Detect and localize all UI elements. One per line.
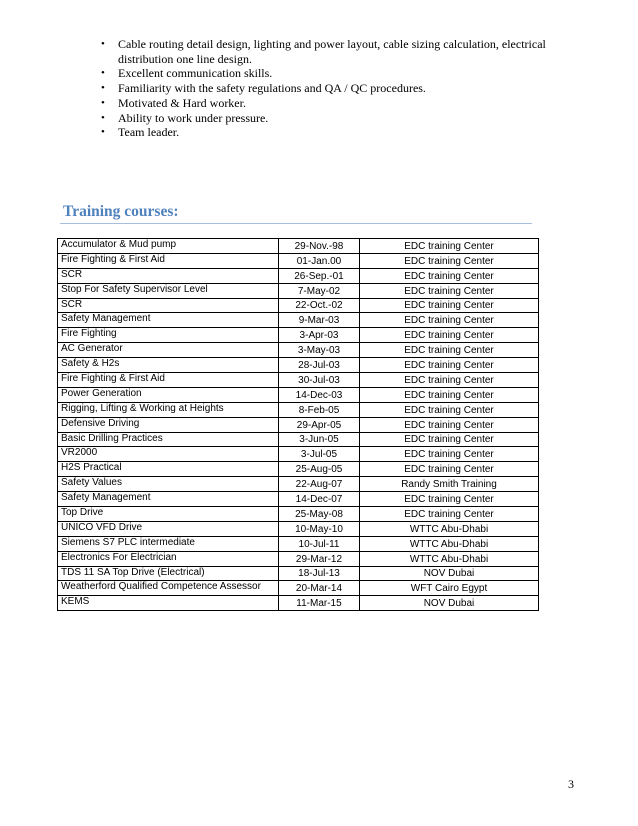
course-cell: Rigging, Lifting & Working at Heights: [58, 402, 279, 417]
center-cell: EDC training Center: [360, 253, 539, 268]
table-row: [58, 239, 539, 254]
center-cell: WTTC Abu-Dhabi: [360, 521, 539, 536]
table-row: [58, 268, 539, 283]
course-cell: UNICO VFD Drive: [58, 521, 279, 536]
training-heading: Training courses:: [63, 203, 179, 220]
course-cell: Fire Fighting & First Aid: [58, 373, 279, 388]
date-cell: 10-May-10: [279, 521, 360, 536]
course-cell: Accumulator & Mud pump: [58, 239, 279, 254]
table-row: [58, 462, 539, 477]
date-cell: 26-Sep.-01: [279, 268, 360, 283]
center-cell: EDC training Center: [360, 328, 539, 343]
course-cell: Basic Drilling Practices: [58, 432, 279, 447]
course-cell: Stop For Safety Supervisor Level: [58, 283, 279, 298]
skill-text: Team leader.: [118, 125, 180, 140]
course-cell: AC Generator: [58, 343, 279, 358]
date-cell: 8-Feb-05: [279, 402, 360, 417]
table-row: [58, 536, 539, 551]
date-cell: 3-Jun-05: [279, 432, 360, 447]
date-cell: 22-Aug-07: [279, 477, 360, 492]
course-cell: Siemens S7 PLC intermediate: [58, 536, 279, 551]
date-cell: 14-Dec-07: [279, 492, 360, 507]
center-cell: EDC training Center: [360, 373, 539, 388]
table-row: [58, 492, 539, 507]
date-cell: 01-Jan.00: [279, 253, 360, 268]
skill-item: [96, 96, 566, 111]
date-cell: 29-Nov.-98: [279, 239, 360, 254]
center-cell: EDC training Center: [360, 239, 539, 254]
center-cell: Randy Smith Training: [360, 477, 539, 492]
date-cell: 28-Jul-03: [279, 358, 360, 373]
center-cell: EDC training Center: [360, 298, 539, 313]
center-cell: EDC training Center: [360, 313, 539, 328]
course-cell: Safety & H2s: [58, 358, 279, 373]
date-cell: 30-Jul-03: [279, 373, 360, 388]
course-cell: Fire Fighting: [58, 328, 279, 343]
center-cell: EDC training Center: [360, 462, 539, 477]
skill-item: [96, 66, 566, 81]
skill-text: Motivated & Hard worker.: [118, 95, 246, 110]
course-cell: Power Generation: [58, 387, 279, 402]
table-row: [58, 253, 539, 268]
heading-underline: [60, 223, 532, 224]
center-cell: EDC training Center: [360, 387, 539, 402]
date-cell: 29-Mar-12: [279, 551, 360, 566]
table-row: [58, 283, 539, 298]
course-cell: Safety Management: [58, 313, 279, 328]
skill-text: Cable routing detail design, lighting and power layout, cable sizing calculation, electrical distribution one line design.: [118, 37, 546, 66]
table-row: [58, 313, 539, 328]
table-row: [58, 521, 539, 536]
skill-item: [96, 125, 566, 140]
course-cell: KEMS: [58, 596, 279, 611]
table-row: [58, 581, 539, 596]
course-cell: SCR: [58, 298, 279, 313]
course-cell: Top Drive: [58, 507, 279, 522]
table-row: [58, 402, 539, 417]
date-cell: 9-Mar-03: [279, 313, 360, 328]
course-cell: Weatherford Qualified Competence Assessor: [58, 581, 279, 596]
table-row: [58, 447, 539, 462]
skill-text: Familiarity with the safety regulations and QA / QC procedures.: [118, 81, 426, 96]
table-row: [58, 328, 539, 343]
date-cell: 14-Dec-03: [279, 387, 360, 402]
center-cell: WFT Cairo Egypt: [360, 581, 539, 596]
course-cell: Defensive Driving: [58, 417, 279, 432]
course-cell: Electronics For Electrician: [58, 551, 279, 566]
course-cell: Safety Management: [58, 492, 279, 507]
skill-text: Excellent communication skills.: [118, 66, 273, 81]
date-cell: 3-May-03: [279, 343, 360, 358]
table-row: [58, 417, 539, 432]
course-cell: VR2000: [58, 447, 279, 462]
bullet-icon: •: [101, 111, 105, 124]
date-cell: 25-Aug-05: [279, 462, 360, 477]
date-cell: 3-Jul-05: [279, 447, 360, 462]
date-cell: 22-Oct.-02: [279, 298, 360, 313]
course-cell: TDS 11 SA Top Drive (Electrical): [58, 566, 279, 581]
table-row: [58, 298, 539, 313]
center-cell: EDC training Center: [360, 492, 539, 507]
course-cell: Fire Fighting & First Aid: [58, 253, 279, 268]
bullet-icon: •: [101, 67, 105, 80]
skill-item: [96, 111, 566, 126]
center-cell: WTTC Abu-Dhabi: [360, 536, 539, 551]
date-cell: 18-Jul-13: [279, 566, 360, 581]
center-cell: EDC training Center: [360, 343, 539, 358]
training-table: [57, 238, 539, 611]
center-cell: WTTC Abu-Dhabi: [360, 551, 539, 566]
bullet-icon: •: [101, 96, 105, 109]
course-cell: Safety Values: [58, 477, 279, 492]
center-cell: EDC training Center: [360, 507, 539, 522]
date-cell: 20-Mar-14: [279, 581, 360, 596]
table-row: [58, 373, 539, 388]
table-row: [58, 566, 539, 581]
table-row: [58, 432, 539, 447]
center-cell: NOV Dubai: [360, 596, 539, 611]
date-cell: 25-May-08: [279, 507, 360, 522]
center-cell: EDC training Center: [360, 432, 539, 447]
center-cell: EDC training Center: [360, 417, 539, 432]
table-row: [58, 387, 539, 402]
course-cell: SCR: [58, 268, 279, 283]
center-cell: EDC training Center: [360, 447, 539, 462]
table-row: [58, 358, 539, 373]
course-cell: H2S Practical: [58, 462, 279, 477]
date-cell: 7-May-02: [279, 283, 360, 298]
table-row: [58, 551, 539, 566]
bullet-icon: •: [101, 38, 105, 50]
table-row: [58, 477, 539, 492]
bullet-icon: •: [101, 126, 105, 139]
skill-item: [96, 37, 566, 66]
center-cell: NOV Dubai: [360, 566, 539, 581]
table-row: [58, 507, 539, 522]
skills-list: [96, 37, 566, 140]
date-cell: 11-Mar-15: [279, 596, 360, 611]
center-cell: EDC training Center: [360, 283, 539, 298]
center-cell: EDC training Center: [360, 358, 539, 373]
table-row: [58, 596, 539, 611]
date-cell: 29-Apr-05: [279, 417, 360, 432]
date-cell: 3-Apr-03: [279, 328, 360, 343]
date-cell: 10-Jul-11: [279, 536, 360, 551]
center-cell: EDC training Center: [360, 402, 539, 417]
center-cell: EDC training Center: [360, 268, 539, 283]
skill-item: [96, 81, 566, 96]
page-number: 3: [568, 777, 574, 791]
skill-text: Ability to work under pressure.: [118, 110, 269, 125]
table-row: [58, 343, 539, 358]
bullet-icon: •: [101, 82, 105, 95]
